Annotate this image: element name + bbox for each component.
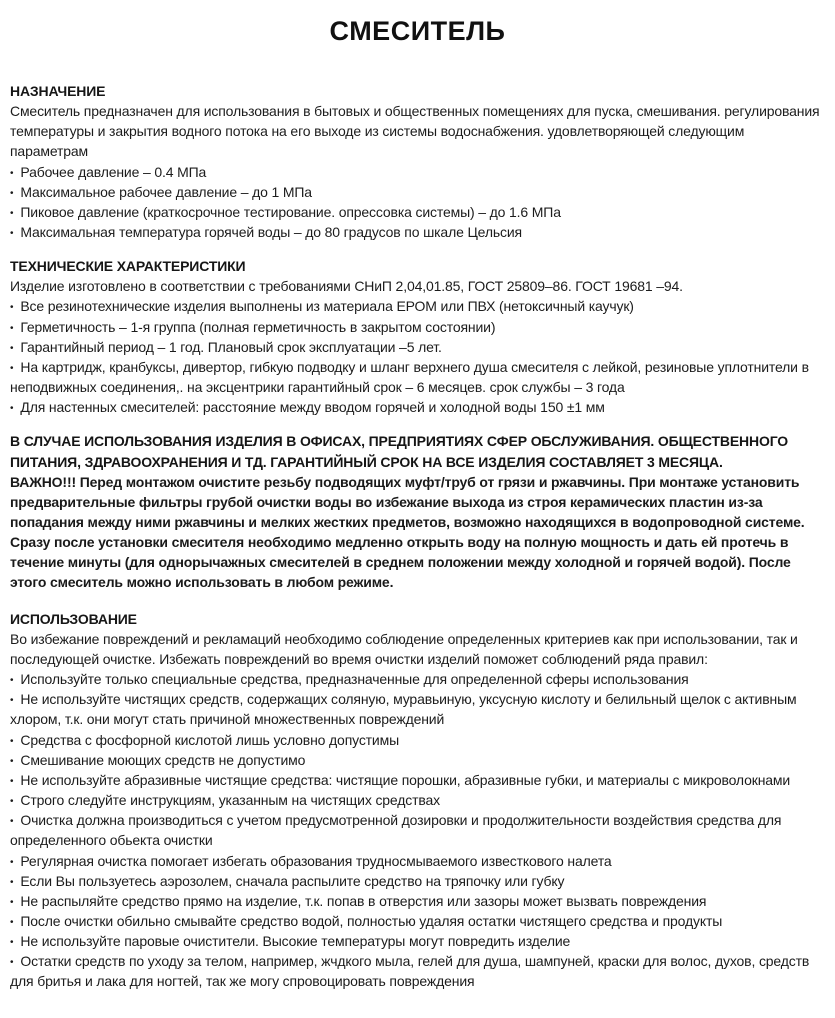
tech-heading: ТЕХНИЧЕСКИЕ ХАРАКТЕРИСТИКИ bbox=[10, 258, 246, 275]
list-item: • Максимальная температура горячей воды – до 80 градусов по шкале Цельсия bbox=[10, 222, 825, 242]
list-item: • Если Вы пользуетесь аэрозолем, сначала распылите средство на тряпочку или губку bbox=[10, 871, 825, 891]
usage-intro: Во избежание повреждений и рекламаций необходимо соблюдение определенных критериев как при использовании, так и последующей очистке. Избежать повреждений во время очистки изделий поможет соблюдений ряда правил: bbox=[10, 630, 798, 667]
tech-bullet-list bbox=[10, 296, 825, 417]
list-item: • Регулярная очистка помогает избегать образования трудносмываемого известкового налета bbox=[10, 851, 825, 871]
list-item: • Смешивание моющих средств не допустимо bbox=[10, 750, 825, 770]
purpose-bullet-list bbox=[10, 162, 825, 243]
list-item: • Все резинотехнические изделия выполнены из материала ЕРОМ или ПВХ (нетоксичный каучук) bbox=[10, 296, 825, 316]
purpose-heading: НАЗНАЧЕНИЕ bbox=[10, 82, 106, 99]
list-item: • Для настенных смесителей: расстояние между вводом горячей и холодной воды 150 ±1 мм bbox=[10, 397, 825, 417]
list-item: • Герметичность – 1-я группа (полная герметичность в закрытом состоянии) bbox=[10, 317, 825, 337]
list-item: • Используйте только специальные средства, предназначенные для определенной сферы использования bbox=[10, 669, 825, 689]
document-title: СМЕСИТЕЛЬ bbox=[329, 16, 506, 46]
list-item: • Остатки средств по уходу за телом, например, жчдкого мыла, гелей для душа, шампуней, краски для волос, духов, средств для бритья и лака для ногтей, так же могу спровоцировать повреждения bbox=[10, 951, 825, 991]
usage-heading: ИСПОЛЬЗОВАНИЕ bbox=[10, 610, 137, 627]
list-item: • Максимальное рабочее давление – до 1 МПа bbox=[10, 182, 825, 202]
section-purpose bbox=[10, 81, 825, 242]
list-item: • Строго следуйте инструкциям, указанным на чистящих средствах bbox=[10, 790, 825, 810]
list-item: • После очистки обильно смывайте средство водой, полностью удаляя остатки чистящего средства и продукты bbox=[10, 911, 825, 931]
section-usage bbox=[10, 609, 825, 992]
usage-bullet-list bbox=[10, 669, 825, 992]
list-item: • Очистка должна производиться с учетом предусмотренной дозировки и продолжительности воздействия средства для определенного обьекта очистки bbox=[10, 810, 825, 850]
purpose-intro: Смеситель предназначен для использования в бытовых и общественных помещениях для пуска, смешивания. регулирования температуры и закрытия водного потока на его выходе из системы водоснабжения. удовлетворяющей следующим параметрам bbox=[10, 103, 820, 160]
list-item: • Средства с фосфорной кислотой лишь условно допустимы bbox=[10, 730, 825, 750]
section-tech bbox=[10, 256, 825, 417]
list-item: • Пиковое давление (краткосрочное тестирование. опрессовка системы) – до 1.6 МПа bbox=[10, 202, 825, 222]
list-item: • Не распыляйте средство прямо на изделие, т.к. попав в отверстия или зазоры может вызвать повреждения bbox=[10, 891, 825, 911]
tech-intro: Изделие изготовлено в соответствии с требованиями СНиП 2,04,01.85, ГОСТ 25809–86. ГОСТ 19681 –94. bbox=[10, 278, 683, 295]
list-item: • На картридж, кранбуксы, дивертор, гибкую подводку и шланг верхнего душа смесителя с лейкой, резиновые уплотнители в неподвижных соединения,. на эксцентрики гарантийный срок – 6 месяцев. срок службы – 3 года bbox=[10, 357, 825, 397]
important-installation-notice: ВАЖНО!!! Перед монтажом очистите резьбу подводящих муфт/труб от грязи и ржавчины. При монтаже установить предварительные фильтры грубой очистки воды во избежание выхода из строя керамических пластин из-за попадания между ними ржавчины и мелких жестких предметов, возможно находящихся в водопроводной системе. Сразу после установки смесителя необходимо медленно открыть воду на полную мощность и дать ей протечь в течение минуты (для однорычажных смесителей в среднем положении между холодной и горячей водой). После этого смеситель можно использовать в любом режиме. bbox=[10, 473, 805, 591]
list-item: • Гарантийный период – 1 год. Плановый срок эксплуатации –5 лет. bbox=[10, 337, 825, 357]
list-item: • Не используйте паровые очистители. Высокие температуры могут повредить изделие bbox=[10, 931, 825, 951]
list-item: • Не используйте абразивные чистящие средства: чистящие порошки, абразивные губки, и материалы с микроволокнами bbox=[10, 770, 825, 790]
list-item: • Не используйте чистящих средств, содержащих соляную, муравьиную, уксусную кислоту и белильный щелок с активным хлором, т.к. они могут стать причиной множественных повреждений bbox=[10, 689, 825, 729]
office-warranty-notice: В СЛУЧАЕ ИСПОЛЬЗОВАНИЯ ИЗДЕЛИЯ В ОФИСАХ, ПРЕДПРИЯТИЯХ СФЕР ОБСЛУЖИВАНИЯ. ОБЩЕСТВЕННОГО ПИТАНИЯ, ЗДРАВООХРАНЕНИЯ И ТД. ГАРАНТИЙНЫЙ СРОК НА ВСЕ ИЗДЕЛИЯ СОСТАВЛЯЕТ 3 МЕСЯЦА. bbox=[10, 433, 789, 470]
list-item: • Рабочее давление – 0.4 МПа bbox=[10, 162, 825, 182]
